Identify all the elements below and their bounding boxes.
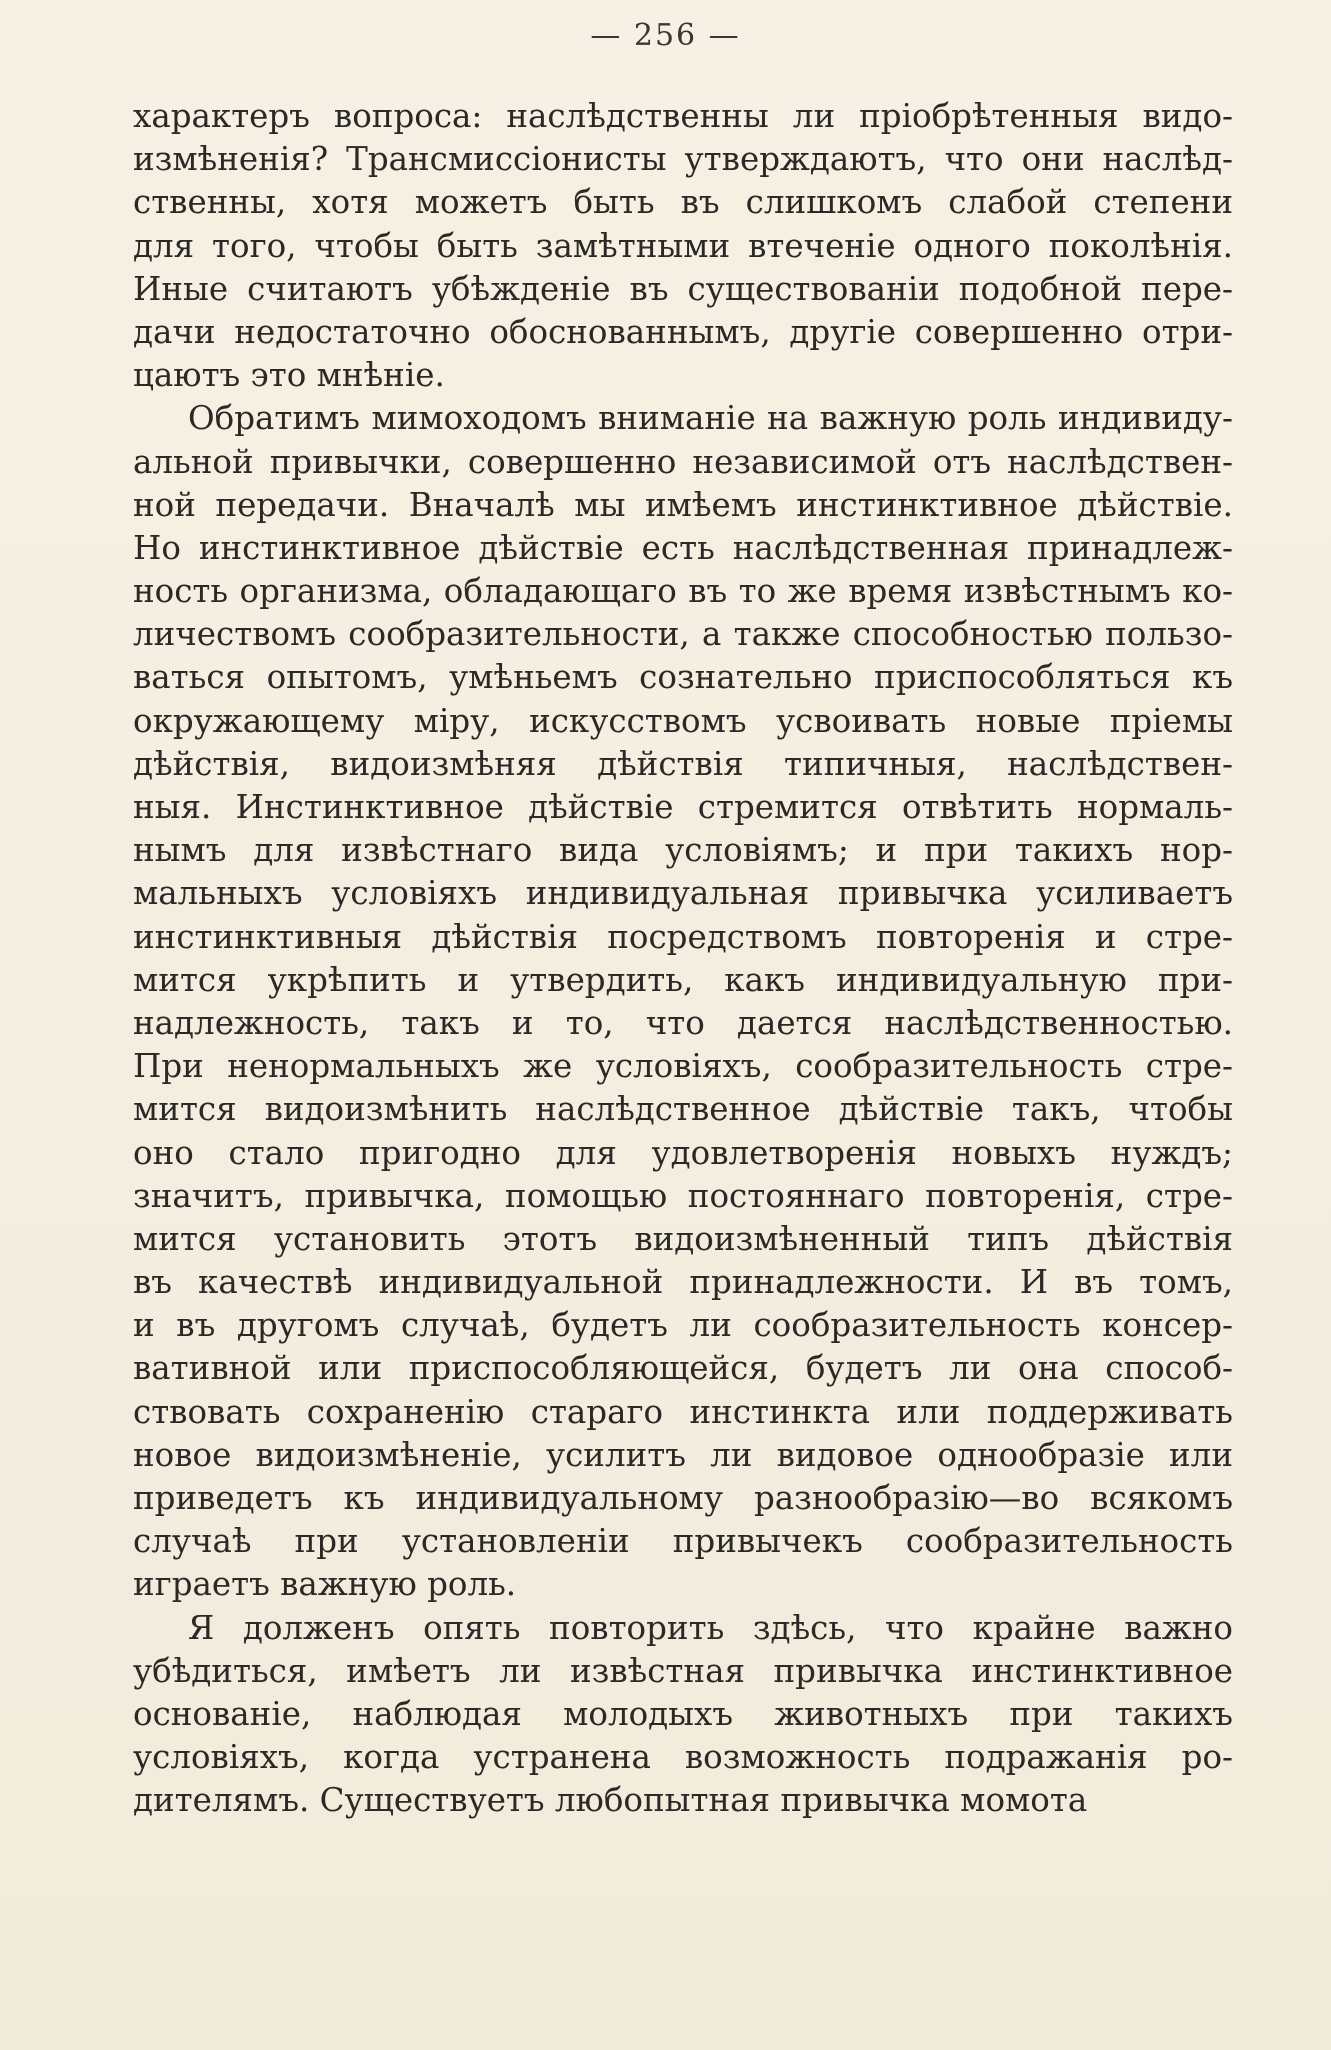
- text-line: вативной или приспособляющейся, будетъ ли она способ-: [133, 1349, 1233, 1388]
- text-line: При ненормальныхъ же условіяхъ, сообразительность стре-: [133, 1047, 1233, 1086]
- page-number: — 256 —: [590, 18, 741, 53]
- text-line: основаніе, наблюдая молодыхъ животныхъ при такихъ: [133, 1694, 1233, 1733]
- text-line: цаютъ это мнѣніе.: [133, 356, 445, 395]
- text-line: ной передачи. Вначалѣ мы имѣемъ инстинктивное дѣйствіе.: [133, 485, 1233, 524]
- text-line: дителямъ. Существуетъ любопытная привычка момота: [133, 1781, 1088, 1820]
- text-line: ваться опытомъ, умѣньемъ сознательно приспособляться къ: [133, 658, 1233, 697]
- text-line: условіяхъ, когда устранена возможность подражанія ро-: [133, 1738, 1233, 1777]
- text-line: нымъ для извѣстнаго вида условіямъ; и при такихъ нор-: [133, 831, 1233, 870]
- text-line: играетъ важную роль.: [133, 1565, 517, 1604]
- text-line: характеръ вопроса: наслѣдственны ли пріобрѣтенныя видо-: [133, 97, 1233, 135]
- text-line: приведетъ къ индивидуальному разнообразію—во всякомъ: [133, 1479, 1233, 1517]
- body-text: [133, 95, 1233, 1823]
- text-line: личествомъ сообразительности, а также способностью пользо-: [133, 615, 1233, 654]
- paragraph: [133, 95, 1233, 397]
- text-line: Но инстинктивное дѣйствіе есть наслѣдственная принадлеж-: [133, 528, 1233, 567]
- text-line: оно стало пригодно для удовлетворенія новыхъ нуждъ;: [133, 1133, 1233, 1172]
- text-line: убѣдиться, имѣетъ ли извѣстная привычка инстинктивное: [133, 1651, 1233, 1690]
- text-line: Я долженъ опять повторить здѣсь, что крайне важно: [188, 1608, 1233, 1647]
- text-line: ствовать сохраненію стараго инстинкта или поддерживать: [133, 1392, 1233, 1431]
- text-line: и въ другомъ случаѣ, будетъ ли сообразительность консер-: [133, 1306, 1233, 1345]
- text-line: дачи недостаточно обоснованнымъ, другіе совершенно отри-: [133, 312, 1233, 351]
- text-line: Обратимъ мимоходомъ вниманіе на важную роль индивиду-: [188, 399, 1233, 438]
- text-line: мится укрѣпить и утвердить, какъ индивидуальную при-: [133, 960, 1233, 999]
- paragraph: [133, 397, 1233, 1606]
- text-line: мальныхъ условіяхъ индивидуальная привычка усиливаетъ: [133, 874, 1233, 913]
- text-line: для того, чтобы быть замѣтными втеченіе одного поколѣнія.: [133, 226, 1233, 265]
- text-line: въ качествѣ индивидуальной принадлежности. И въ томъ,: [133, 1263, 1233, 1302]
- text-line: новое видоизмѣненіе, усилитъ ли видовое однообразіе или: [133, 1435, 1233, 1474]
- text-line: надлежность, такъ и то, что дается наслѣдственностью.: [133, 1003, 1233, 1042]
- text-line: окружающему міру, искусствомъ усвоивать новые пріемы: [133, 701, 1233, 740]
- text-line: мится видоизмѣнить наслѣдственное дѣйствіе такъ, чтобы: [133, 1090, 1233, 1129]
- text-line: измѣненія? Трансмиссіонисты утверждаютъ, что они наслѣд-: [133, 140, 1233, 179]
- text-line: Иные считаютъ убѣжденіе въ существованіи подобной пере-: [133, 269, 1233, 308]
- text-line: ныя. Инстинктивное дѣйствіе стремится отвѣтить нормаль-: [133, 788, 1233, 826]
- text-line: ственны, хотя можетъ быть въ слишкомъ слабой степени: [133, 183, 1233, 222]
- text-line: значитъ, привычка, помощью постояннаго повторенія, стре-: [133, 1176, 1233, 1215]
- text-line: ность организма, обладающаго въ то же время извѣстнымъ ко-: [133, 572, 1233, 611]
- text-line: случаѣ при установленіи привычекъ сообразительность: [133, 1522, 1233, 1561]
- text-line: альной привычки, совершенно независимой отъ наслѣдствен-: [133, 442, 1233, 481]
- paragraph: [133, 1607, 1233, 1823]
- text-line: инстинктивныя дѣйствія посредствомъ повторенія и стре-: [133, 917, 1233, 956]
- text-line: мится установить этотъ видоизмѣненный типъ дѣйствія: [133, 1219, 1233, 1258]
- text-line: дѣйствія, видоизмѣняя дѣйствія типичныя, наслѣдствен-: [133, 744, 1233, 783]
